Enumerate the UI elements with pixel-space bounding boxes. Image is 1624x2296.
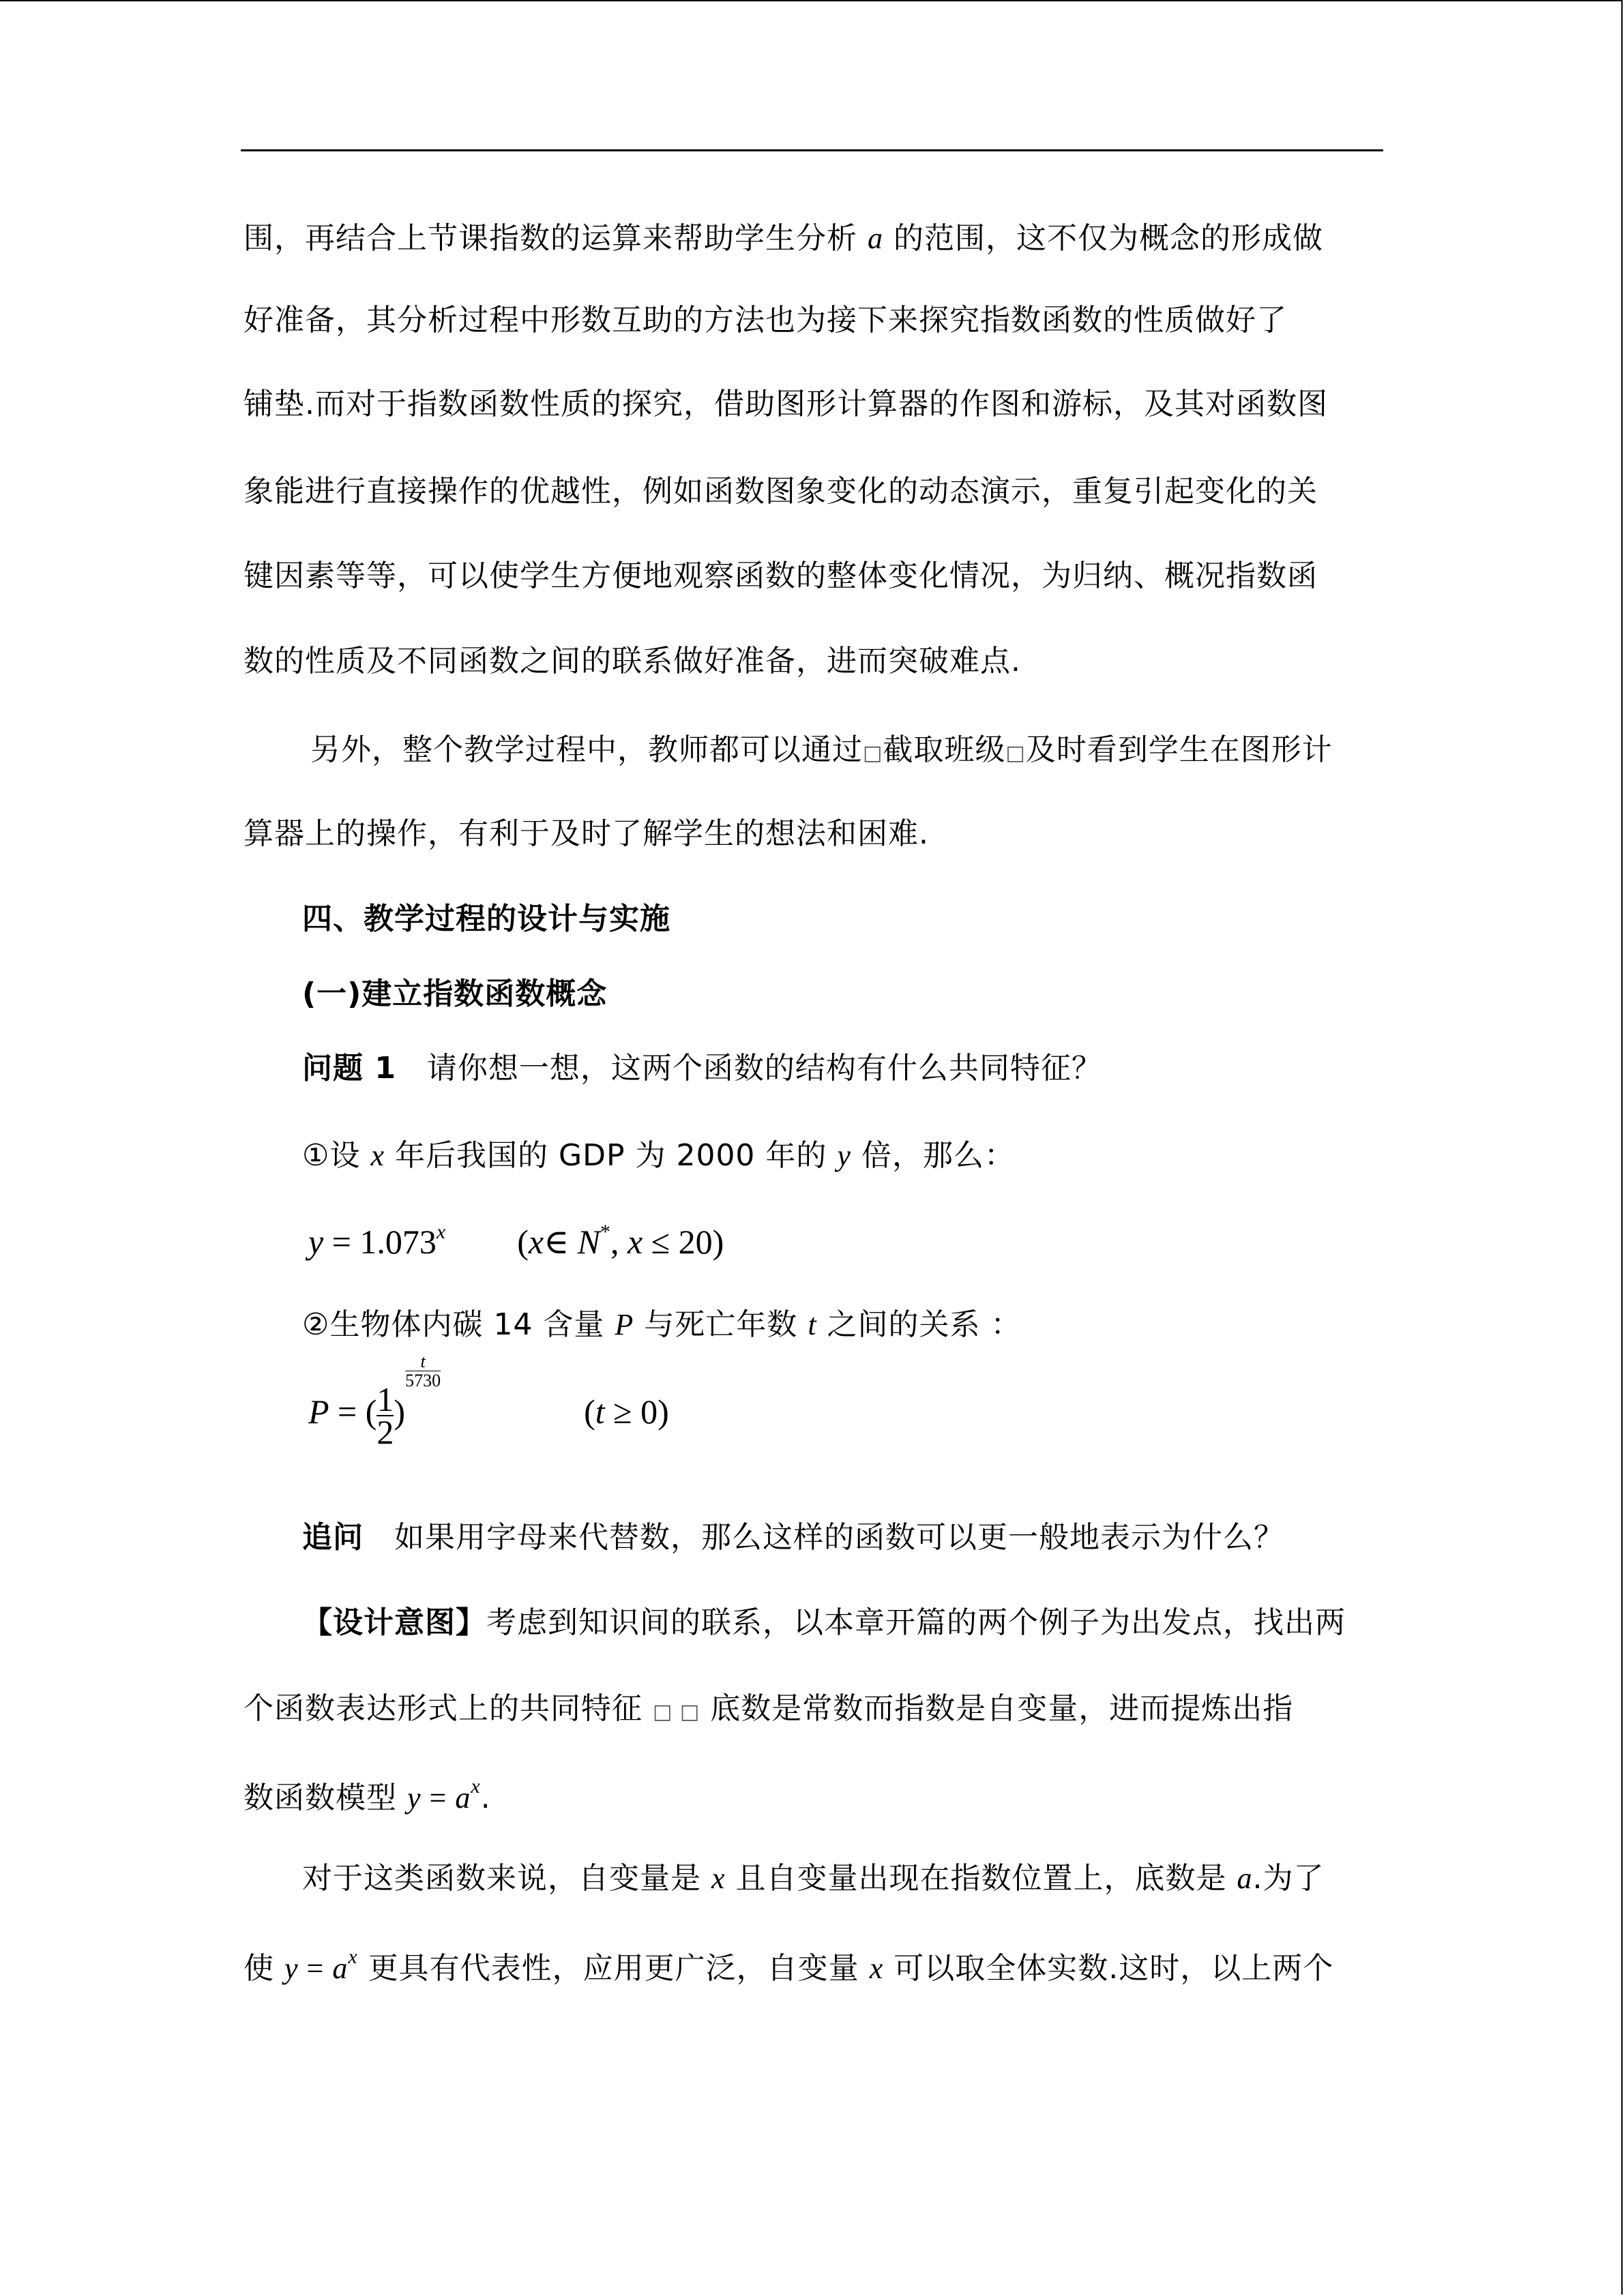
- design-intent-label: 【设计意图】: [302, 1605, 486, 1640]
- formula-carbon14: P = ( $\frac{1}{2}$ ) $\frac{t}{5730}$ (t ≥ 0): [308, 1352, 669, 1451]
- paragraph1-line3: 铺垫.而对于指数函数性质的探究，借助图形计算器的作图和游标，及其对函数图: [243, 387, 1328, 421]
- circled-number-1: ①: [302, 1138, 330, 1173]
- item-1: ①设 x 年后我国的 GDP 为 2000 年的 y 倍，那么：: [302, 1138, 1015, 1173]
- paragraph3-line2: 使 $y = a^x$ 更具有代表性，应用更广泛，自变量 x 可以取全体实数.这时，以上两个: [243, 1945, 1334, 1986]
- design-intent-line1: 【设计意图】考虑到知识间的联系，以本章开篇的两个例子为出发点，找出两: [302, 1605, 1346, 1640]
- paragraph2-line1: 另外，整个教学过程中，教师都可以通过□截取班级□及时看到学生在图形计: [310, 732, 1333, 767]
- formula-gdp: $y = 1.073^x$ (x∈ N*, x ≤ 20): [308, 1221, 724, 1261]
- circled-number-2: ②: [302, 1307, 330, 1342]
- missing-glyph-box: □ □: [653, 1700, 700, 1724]
- design-intent-line2: 个函数表达形式上的共同特征 □ □ 底数是常数而指数是自变量，进而提炼出指: [243, 1691, 1294, 1726]
- paragraph1-line5: 键因素等等，可以使学生方便地观察函数的整体变化情况，为归纳、概况指数函: [243, 558, 1318, 593]
- paragraph1-line6: 数的性质及不同函数之间的联系做好准备，进而突破难点.: [243, 644, 1021, 679]
- missing-glyph-box: □: [1005, 741, 1026, 765]
- follow-up-label: 追问: [302, 1520, 364, 1555]
- paragraph1-line1: 围，再结合上节课指数的运算来帮助学生分析 a 的范围，这不仅为概念的形成做: [243, 221, 1323, 256]
- question-1: 问题 1 请你想一想，这两个函数的结构有什么共同特征？: [302, 1051, 1102, 1086]
- missing-glyph-box: □: [863, 741, 883, 765]
- header-rule: [241, 149, 1383, 151]
- design-intent-line3: 数函数模型 $y = a^x$.: [243, 1775, 491, 1815]
- exponent-t-over-5730: $\frac{t}{5730}$: [405, 1352, 441, 1390]
- section-title: 四、教学过程的设计与实施: [302, 901, 670, 936]
- fraction-one-half: $\frac{1}{2}$: [377, 1380, 394, 1451]
- paragraph2-line2: 算器上的操作，有利于及时了解学生的想法和困难.: [243, 816, 929, 851]
- follow-up-question: 追问 如果用字母来代替数，那么这样的函数可以更一般地表示为什么？: [302, 1520, 1284, 1555]
- paragraph1-line4: 象能进行直接操作的优越性，例如函数图象变化的动态演示，重复引起变化的关: [243, 474, 1318, 509]
- question-label: 问题 1: [302, 1051, 396, 1086]
- subsection-title: (一)建立指数函数概念: [302, 976, 608, 1011]
- paragraph3-line1: 对于这类函数来说，自变量是 x 且自变量出现在指数位置上，底数是 a.为了: [302, 1861, 1325, 1896]
- paragraph1-line2: 好准备，其分析过程中形数互助的方法也为接下来探究指数函数的性质做好了: [243, 303, 1287, 338]
- item-2: ②生物体内碳 14 含量 P 与死亡年数 t 之间的关系 ：: [302, 1307, 1022, 1342]
- var-a: a: [868, 222, 883, 255]
